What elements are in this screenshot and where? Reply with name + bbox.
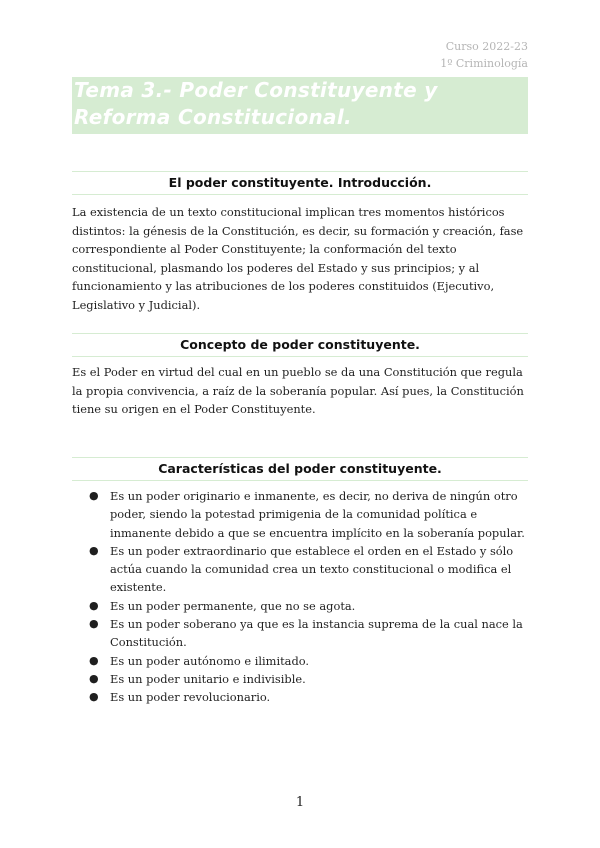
list-item: ● Es un poder originario e inmanente, es decir, no deriva de ningún otro poder, siendo la potestad primigenia de la comunidad política e inmanente debido a que se encuentra implícito en la soberanía popular. <box>89 489 525 540</box>
course-program: 1º Criminología <box>440 57 528 70</box>
section-heading-concept: Concepto de poder constituyente. <box>72 333 528 357</box>
list-item: ● Es un poder permanente, que no se agota. <box>72 597 530 615</box>
bullet-icon: ● <box>89 543 99 557</box>
section-body-concept: Es el Poder en virtud del cual en un pueblo se da una Constitución que regula la propia convivencia, a raíz de la soberanía popular. Así pues, la Constitución tiene su origen en el Poder Constituyente. <box>72 365 524 416</box>
bullet-icon: ● <box>89 653 99 667</box>
list-item: ● Es un poder autónomo e ilimitado. <box>72 652 530 670</box>
section-heading-introduction: El poder constituyente. Introducción. <box>72 171 528 195</box>
course-header <box>440 38 528 72</box>
characteristics-list <box>72 487 530 707</box>
document-title <box>72 77 528 134</box>
list-item: ● Es un poder revolucionario. <box>72 688 530 706</box>
section-heading-characteristics: Características del poder constituyente. <box>72 457 528 481</box>
page-number: 1 <box>295 795 305 810</box>
course-year: Curso 2022-23 <box>445 40 528 53</box>
list-item: ● Es un poder unitario e indivisible. <box>72 670 530 688</box>
section-body-introduction: La existencia de un texto constitucional implican tres momentos históricos distintos: la génesis de la Constitución, es decir, su formación y creación, fase correspondiente al Poder Constituyente; la conformación del texto constitucional, plasmando los poderes del Estado y sus principios; y al funcionamiento y las atribuciones de los poderes constituidos (Ejecutivo, Legislativo y Judicial). <box>72 205 524 312</box>
list-item: ● Es un poder soberano ya que es la instancia suprema de la cual nace la Constitución. <box>89 617 523 650</box>
title-line-1: Tema 3.- Poder Constituyente y <box>74 78 438 102</box>
title-line-2: Reforma Constitucional. <box>74 105 352 129</box>
bullet-icon: ● <box>89 598 99 612</box>
list-item: ● Es un poder extraordinario que establece el orden en el Estado y sólo actúa cuando la comunidad crea un texto constitucional o modifica el existente. <box>89 543 514 595</box>
bullet-icon: ● <box>89 690 99 704</box>
bullet-icon: ● <box>89 489 99 502</box>
bullet-icon: ● <box>89 671 99 685</box>
bullet-icon: ● <box>89 617 99 631</box>
